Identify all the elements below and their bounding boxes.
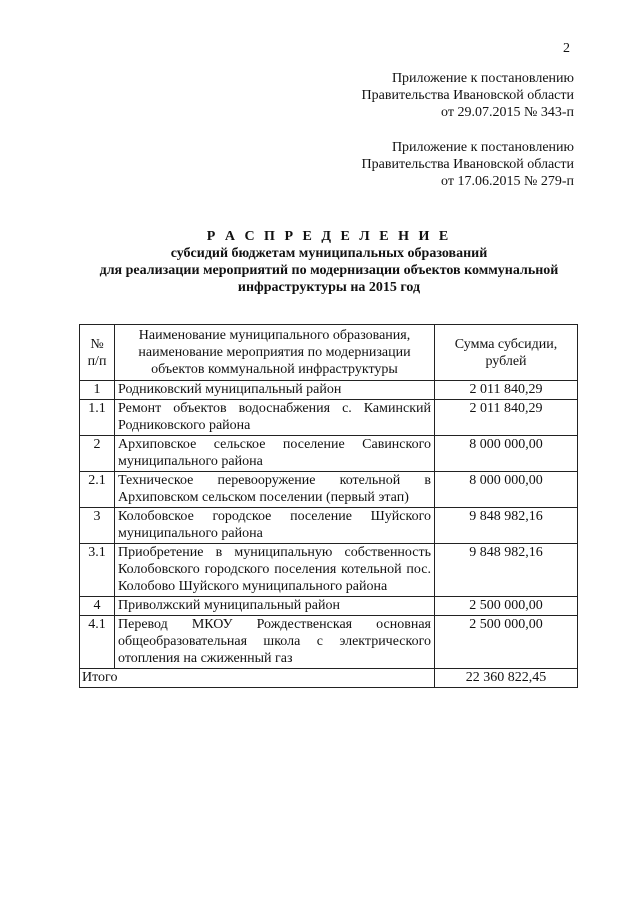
row-name: Приволжский муниципальный район (115, 597, 435, 616)
row-name: Перевод МКОУ Рождественская основная общеобразовательная школа с электрического отопления на сжиженный газ (115, 616, 435, 669)
table-row (80, 381, 578, 400)
row-sum: 2 011 840,29 (435, 381, 578, 400)
title-main: Р А С П Р Е Д Е Л Е Н И Е (206, 229, 452, 244)
table-total-row (80, 669, 578, 688)
appendix-line: от 17.06.2015 № 279-п (441, 174, 574, 189)
row-sum: 2 500 000,00 (435, 616, 578, 669)
table-row (80, 472, 578, 508)
header-sum: Сумма субсидии, рублей (435, 325, 578, 381)
header-number: № п/п (80, 325, 115, 381)
table-row (80, 616, 578, 669)
appendix-note-original (214, 139, 574, 190)
row-number: 1.1 (80, 400, 115, 436)
row-number: 4 (80, 597, 115, 616)
row-number: 2 (80, 436, 115, 472)
row-number: 1 (80, 381, 115, 400)
appendix-line: Правительства Ивановской области (361, 157, 574, 172)
row-sum: 2 011 840,29 (435, 400, 578, 436)
title-subline: инфраструктуры на 2015 год (237, 280, 421, 295)
document-title (60, 228, 598, 296)
row-sum: 8 000 000,00 (435, 436, 578, 472)
table-row (80, 436, 578, 472)
appendix-line: Приложение к постановлению (391, 140, 574, 155)
row-name: Приобретение в муниципальную собственность Колобовского городского поселения котельной пос. Колобово Шуйского муниципального района (115, 544, 435, 597)
total-label: Итого (80, 669, 435, 688)
row-sum: 9 848 982,16 (435, 544, 578, 597)
total-sum: 22 360 822,45 (435, 669, 578, 688)
row-name: Архиповское сельское поселение Савинского муниципального района (115, 436, 435, 472)
header-name: Наименование муниципального образования, наименование мероприятия по модернизации объектов коммунальной инфраструктуры (115, 325, 435, 381)
subsidy-distribution-table (79, 324, 578, 688)
row-name: Ремонт объектов водоснабжения с. Каминский Родниковского района (115, 400, 435, 436)
row-sum: 8 000 000,00 (435, 472, 578, 508)
title-subline: субсидий бюджетам муниципальных образований (170, 246, 488, 261)
row-number: 4.1 (80, 616, 115, 669)
row-number: 3.1 (80, 544, 115, 597)
row-sum: 9 848 982,16 (435, 508, 578, 544)
table-row (80, 544, 578, 597)
appendix-note-current (214, 70, 574, 121)
table-row (80, 597, 578, 616)
row-sum: 2 500 000,00 (435, 597, 578, 616)
appendix-line: Приложение к постановлению (391, 71, 574, 86)
row-name: Колобовское городское поселение Шуйского муниципального района (115, 508, 435, 544)
row-number: 2.1 (80, 472, 115, 508)
title-subline: для реализации мероприятий по модернизации объектов коммунальной (99, 263, 559, 278)
table-row (80, 400, 578, 436)
table-header-row (80, 325, 578, 381)
appendix-line: Правительства Ивановской области (361, 88, 574, 103)
table-row (80, 508, 578, 544)
row-number: 3 (80, 508, 115, 544)
row-name: Родниковский муниципальный район (115, 381, 435, 400)
appendix-line: от 29.07.2015 № 343-п (441, 105, 574, 120)
page-number: 2 (563, 41, 570, 56)
row-name: Техническое перевооружение котельной в Архиповском сельском поселении (первый этап) (115, 472, 435, 508)
